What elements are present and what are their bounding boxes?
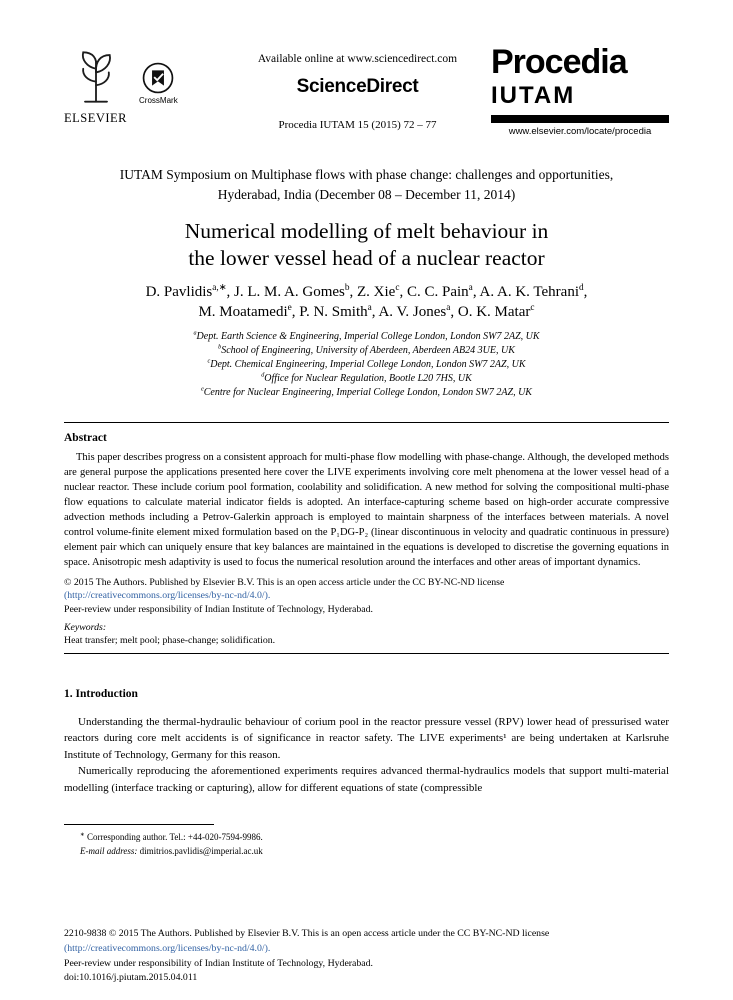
affiliation-text: Dept. Earth Science & Engineering, Imperial College London, London SW7 2AZ, UK <box>196 331 540 343</box>
page-footer <box>64 927 669 986</box>
procedia-divider-bar <box>491 115 669 123</box>
doi-line: doi:10.1016/j.piutam.2015.04.011 <box>64 972 198 984</box>
affiliation-line <box>64 358 669 372</box>
abstract-body: This paper describes progress on a consistent approach for multi-phase flow modelling with phase-change. Although, the developed methods are general purpose the applications presented here cover the LIVE experiments involving core melt phenomena at the lower vessel head of a nuclear reactor. These include corium pool formation, coolability and solidification. A new method for solving the compositional multi-phase flow equations to calculate material indicator fields is adopted. An interface-capturing scheme based on high-order accurate compressive advection methods including a Petrov-Galerkin approach is employed to maintain sharpness of the interfaces between materials. A novel control volume-finite element mixed formulation based on the P₁DG-P₂ (linear discontinuous in velocity and quadratic continuous in pressure) element pair which can uniquely ensure that key balances are maintained in the equations is developed to discretise the governing equations in space. Anisotropic mesh adaptivity is used to focus the numerical resolution around the interfaces and other areas of important dynamics. <box>64 452 669 568</box>
author-name: Z. Xie <box>357 283 396 300</box>
footnote-block <box>64 824 669 858</box>
author-affil-sup: c <box>395 282 400 293</box>
author-name: C. C. Pain <box>406 283 469 300</box>
available-online-text: Available online at www.sciencedirect.com <box>257 53 458 65</box>
masthead-left <box>64 45 224 126</box>
footnote-text: Corresponding author. Tel.: +44-020-7594-9986. <box>84 832 263 843</box>
author-separator: , <box>349 283 358 300</box>
journal-masthead <box>64 45 669 137</box>
abstract-bottom-rule <box>64 653 669 654</box>
footer-license-link[interactable]: (http://creativecommons.org/licenses/by-nc-nd/4.0/). <box>64 942 271 954</box>
author-separator: , <box>472 283 480 300</box>
article-title-line1: Numerical modelling of melt behaviour in <box>184 219 549 244</box>
affiliation-line <box>64 372 669 386</box>
author-separator: , <box>399 283 407 300</box>
author-name: A. V. Jones <box>378 304 447 321</box>
author-affil-sup: a <box>468 282 473 293</box>
crossmark-icon <box>141 61 175 95</box>
crossmark-label: CrossMark <box>139 96 178 105</box>
affiliation-line <box>64 386 669 400</box>
sciencedirect-logo: ScienceDirect <box>296 76 419 97</box>
affiliation-sup: c <box>207 358 211 366</box>
author-name: M. Moatamedi <box>198 304 288 321</box>
email-address: dimitrios.pavlidis@imperial.ac.uk <box>137 845 263 856</box>
email-label: E-mail address: <box>80 845 138 856</box>
introduction-section <box>64 688 669 797</box>
conference-line2: Hyderabad, India (December 08 – December 11, 2014) <box>217 186 516 202</box>
elsevier-wordmark: ELSEVIER <box>64 111 128 125</box>
abstract-section <box>64 422 669 653</box>
procedia-wordmark: Procedia <box>491 43 627 81</box>
affiliation-sup: d <box>261 372 265 380</box>
elsevier-logo <box>64 45 127 126</box>
masthead-center <box>224 45 491 131</box>
author-separator: , <box>291 304 300 321</box>
procedia-iutam-wordmark: IUTAM <box>491 82 576 109</box>
peer-review-line: Peer-review under responsibility of Indian Institute of Technology, Hyderabad. <box>64 604 373 616</box>
author-affil-sup: b <box>344 282 350 293</box>
journal-locate-url: www.elsevier.com/locate/procedia <box>508 126 652 137</box>
elsevier-tree-icon <box>68 45 124 109</box>
affiliation-sup: a <box>193 330 197 338</box>
author-name: J. L. M. A. Gomes <box>234 283 345 300</box>
author-name: A. A. K. Tehrani <box>479 283 579 300</box>
affiliation-line <box>64 344 669 358</box>
affiliation-sup: b <box>218 344 222 352</box>
author-separator: , <box>450 304 458 321</box>
author-affil-sup: a <box>367 303 372 314</box>
procedia-logo-block <box>491 45 669 137</box>
footnote-rule <box>64 824 214 825</box>
issn-copyright-line: 2210-9838 © 2015 The Authors. Published by Elsevier B.V. This is an open access article under the CC BY-NC-ND license <box>64 928 550 940</box>
author-separator: , <box>371 304 379 321</box>
author-separator: , <box>583 283 588 300</box>
cc-license-link[interactable]: (http://creativecommons.org/licenses/by-nc-nd/4.0/). <box>64 590 271 602</box>
affiliation-text: Dept. Chemical Engineering, Imperial College London, London SW7 2AZ, UK <box>210 359 526 371</box>
author-name: O. K. Matar <box>457 304 531 321</box>
journal-citation: Procedia IUTAM 15 (2015) 72 – 77 <box>278 119 437 131</box>
copyright-block <box>64 576 669 617</box>
article-title-line2: the lower vessel head of a nuclear reactor <box>188 246 545 270</box>
author-line2 <box>64 302 669 322</box>
author-list <box>64 282 669 323</box>
affiliation-text: Centre for Nuclear Engineering, Imperial College London, London SW7 2AZ, UK <box>203 387 532 399</box>
author-affil-sup: d <box>579 282 584 293</box>
affiliation-sup: e <box>201 386 204 394</box>
footer-peer-review-line: Peer-review under responsibility of Indian Institute of Technology, Hyderabad. <box>64 957 373 969</box>
article-title <box>64 218 669 272</box>
author-line1 <box>64 282 669 302</box>
keywords-label: Keywords: <box>64 621 107 633</box>
affiliation-text: Office for Nuclear Regulation, Bootle L20 7HS, UK <box>264 373 472 385</box>
author-affil-sup: a,∗ <box>212 282 227 293</box>
affiliation-line <box>64 330 669 344</box>
footnote-marker: ∗ <box>80 832 85 839</box>
conference-line1: IUTAM Symposium on Multiphase flows with phase change: challenges and opportunities, <box>119 167 614 182</box>
author-affil-sup: e <box>287 303 292 314</box>
email-note <box>80 845 669 859</box>
author-name: D. Pavlidis <box>145 283 213 300</box>
author-separator: , <box>226 283 235 300</box>
introduction-paragraph-1: Understanding the thermal-hydraulic behaviour of corium pool in the reactor pressure vessel (RPV) lower head of pressurised water reactors during core melt accidents is of significance in reactor safety. The LIVE experiments¹ are being undertaken at Karlsruhe Institute of Technology, Germany for this reason. <box>64 715 669 761</box>
author-name: P. N. Smith <box>299 304 368 321</box>
introduction-heading: 1. Introduction <box>64 687 138 700</box>
affiliation-text: School of Engineering, University of Aberdeen, Aberdeen AB24 3UE, UK <box>221 345 515 357</box>
author-affil-sup: c <box>530 303 535 314</box>
conference-title <box>64 165 669 204</box>
affiliation-list <box>64 330 669 400</box>
corresponding-author-note <box>80 831 669 845</box>
introduction-paragraph-2: Numerically reproducing the aforementioned experiments requires advanced thermal-hydraulics models that support multi-material modelling (interface tracking or capturing), allow for different equations of state (compressible <box>64 765 669 794</box>
author-affil-sup: a <box>446 303 451 314</box>
abstract-top-rule <box>64 422 669 423</box>
keywords-text: Heat transfer; melt pool; phase-change; solidification. <box>64 634 276 646</box>
crossmark-badge[interactable] <box>139 61 178 126</box>
copyright-line: © 2015 The Authors. Published by Elsevier B.V. This is an open access article under the CC BY-NC-ND license <box>64 576 505 588</box>
abstract-heading: Abstract <box>64 432 107 445</box>
